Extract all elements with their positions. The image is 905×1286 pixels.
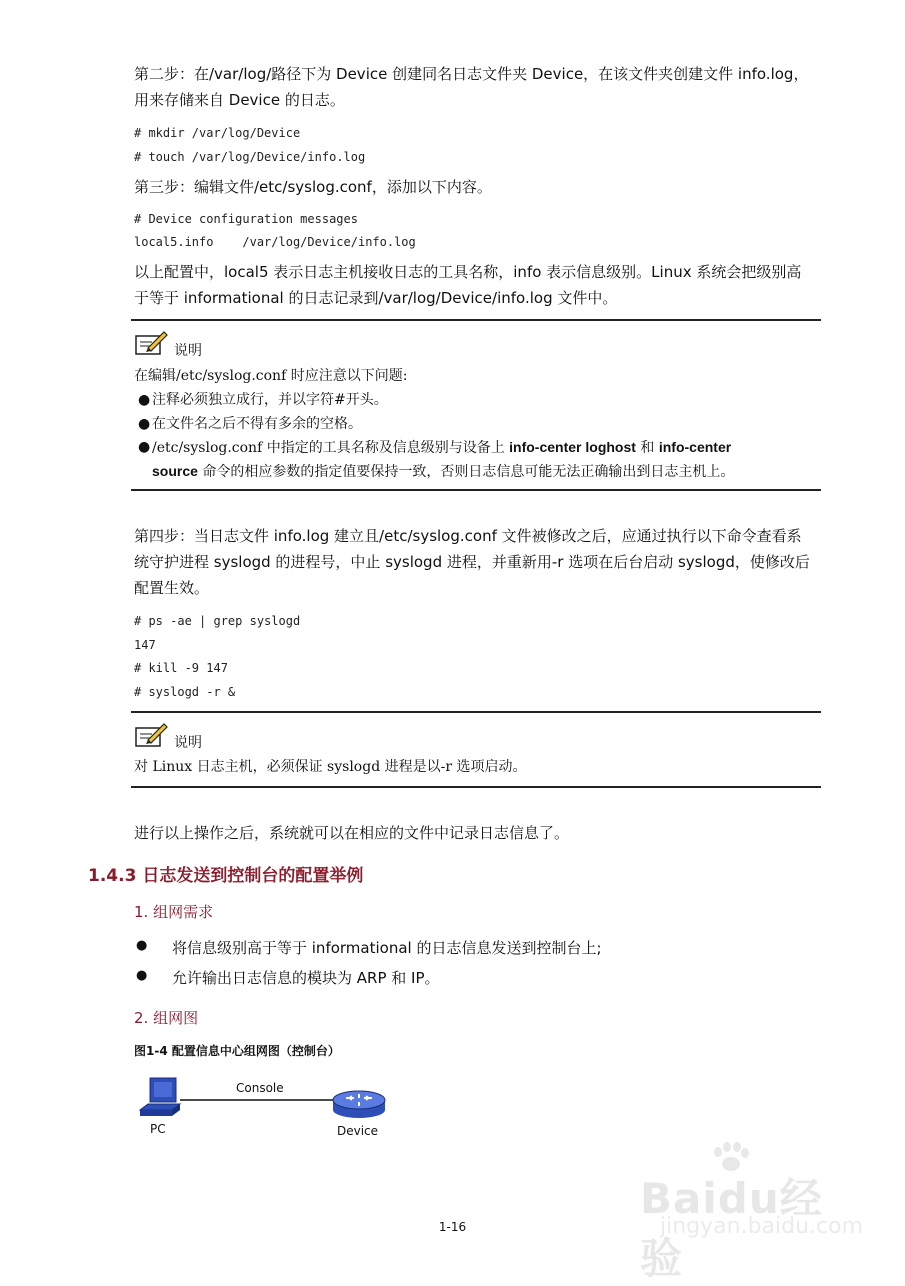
- note-pencil-icon: [134, 722, 168, 752]
- code-line: # ps -ae | grep syslogd: [134, 614, 301, 628]
- requirement-item: 允许输出日志信息的模块为 ARP 和 IP。: [172, 969, 440, 987]
- bullet-icon: ●: [136, 938, 148, 953]
- code-line: 147: [134, 638, 156, 652]
- step4-line3: 配置生效。: [134, 579, 210, 597]
- explain-line1: 以上配置中，local5 表示日志主机接收日志的工具名称，info 表示信息级别。Linux 系统会把级别高: [134, 263, 802, 281]
- note-label: 说明: [174, 343, 202, 359]
- subsection-heading: 2. 组网图: [134, 1009, 199, 1027]
- baidu-watermark: [640, 1142, 864, 1283]
- note-pencil-icon: [134, 330, 168, 360]
- subsection-heading: 1. 组网需求: [134, 903, 214, 921]
- step2-line2: 用来存储来自 Device 的日志。: [134, 91, 345, 109]
- pc-label: PC: [150, 1122, 166, 1136]
- code-line: # mkdir /var/log/Device: [134, 126, 301, 140]
- step4-line1: 第四步：当日志文件 info.log 建立且/etc/syslog.conf 文件被修改之后，应通过执行以下命令查看系: [134, 527, 802, 545]
- step3-text: 第三步：编辑文件/etc/syslog.conf，添加以下内容。: [134, 178, 492, 196]
- figure-caption: 图1-4 配置信息中心组网图（控制台）: [134, 1044, 340, 1058]
- note-header: [134, 722, 202, 752]
- note-bullet: ● 在文件名之后不得有多余的空格。: [138, 416, 362, 432]
- watermark-logo: Baidu经验: [640, 1174, 823, 1283]
- note-bottom-rule: [131, 489, 821, 491]
- network-diagram: [134, 1072, 394, 1142]
- code-line: # syslogd -r &: [134, 685, 236, 699]
- watermark-url: jingyan.baidu.com: [660, 1214, 864, 1239]
- after-text: 进行以上操作之后，系统就可以在相应的文件中记录日志信息了。: [134, 824, 570, 842]
- code-line: # touch /var/log/Device/info.log: [134, 150, 366, 164]
- note-bullet-continued: source 命令的相应参数的指定值要保持一致，否则日志信息可能无法正确输出到日志主机上。: [152, 463, 735, 480]
- step4-line2: 统守护进程 syslogd 的进程号，中止 syslogd 进程，并重新用-r 选项在后台启动 syslogd，使修改后: [134, 553, 810, 571]
- section-heading: 1.4.3 日志发送到控制台的配置举例: [88, 866, 364, 886]
- note-label: 说明: [174, 735, 202, 751]
- note-text: 对 Linux 日志主机，必须保证 syslogd 进程是以-r 选项启动。: [134, 759, 527, 775]
- page-number: 1-16: [438, 1220, 467, 1234]
- requirement-item: 将信息级别高于等于 informational 的日志信息发送到控制台上;: [172, 939, 602, 957]
- explain-line2: 于等于 informational 的日志记录到/var/log/Device/info.log 文件中。: [134, 289, 618, 307]
- step2-line1: 第二步：在/var/log/路径下为 Device 创建同名日志文件夹 Device，在该文件夹创建文件 info.log，: [134, 65, 809, 83]
- device-label: Device: [337, 1124, 379, 1138]
- code-line: # Device configuration messages: [134, 212, 358, 226]
- note-bullet: ● /etc/syslog.conf 中指定的工具名称及信息级别与设备上 info-center loghost 和 info-center: [138, 439, 732, 456]
- note-top-rule: [131, 319, 821, 321]
- device-router-icon: [333, 1091, 385, 1118]
- note-header: [134, 330, 202, 360]
- note-top-rule: [131, 711, 821, 713]
- code-line: # kill -9 147: [134, 661, 228, 675]
- note-bottom-rule: [131, 786, 821, 788]
- console-label: Console: [236, 1081, 284, 1095]
- note-intro: 在编辑/etc/syslog.conf 时应注意以下问题:: [134, 368, 408, 384]
- code-line: local5.info /var/log/Device/info.log: [134, 235, 416, 249]
- note-bullet: ● 注释必须独立成行，并以字符#开头。: [138, 392, 388, 408]
- bullet-icon: ●: [136, 968, 148, 983]
- pc-icon: [140, 1078, 180, 1116]
